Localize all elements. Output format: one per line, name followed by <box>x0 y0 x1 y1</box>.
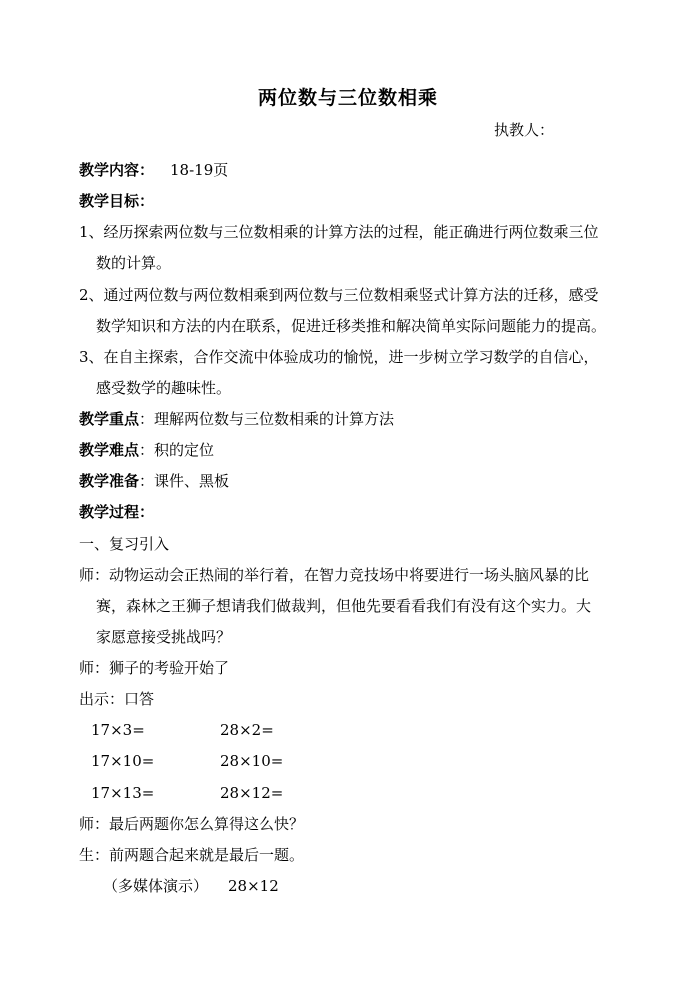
goals-label: 教学目标： <box>79 192 155 210</box>
goal-2-line1: 2、通过两位数与两位数相乘到两位数与三位数相乘竖式计算方法的迁移，感受 <box>79 286 599 304</box>
page-title: 两位数与三位数相乘 <box>257 87 438 109</box>
media-demo-label: （多媒体演示） <box>103 877 209 895</box>
key-point-line <box>79 409 394 429</box>
exercise-3-right: 28×12= <box>220 784 284 802</box>
goal-2-line2: 数学知识和方法的内在联系，促进迁移类推和解决简单实际问题能力的提高。 <box>96 317 607 335</box>
preparation-value: ：课件、黑板 <box>139 472 230 490</box>
teacher-line-3: 师：最后两题你怎么算得这么快？ <box>79 815 305 833</box>
exercise-2-right: 28×10= <box>220 752 284 770</box>
exercise-1-left: 17×3= <box>91 721 145 739</box>
goal-3-line2: 感受数学的趣味性。 <box>96 379 232 397</box>
difficulty-label: 教学难点 <box>79 441 140 459</box>
key-point-value: ：理解两位数与三位数相乘的计算方法 <box>139 410 395 428</box>
difficulty-value: ：积的定位 <box>139 441 215 459</box>
difficulty-line <box>79 440 214 460</box>
teacher-line-1b: 赛，森林之王狮子想请我们做裁判，但他先要看看我们有没有这个实力。大 <box>96 597 592 615</box>
exercise-2-left: 17×10= <box>91 752 155 770</box>
preparation-line <box>79 471 229 491</box>
key-point-label: 教学重点 <box>79 410 140 428</box>
teacher-label: 执教人： <box>494 121 555 139</box>
goal-3-line1: 3、在自主探索，合作交流中体验成功的愉悦，进一步树立学习数学的自信心， <box>79 348 599 366</box>
exercise-1-right: 28×2= <box>220 721 274 739</box>
teacher-line-1a: 师：动物运动会正热闹的举行着，在智力竞技场中将要进行一场头脑风暴的比 <box>79 566 590 584</box>
content-line <box>79 160 228 180</box>
teacher-line-2: 师：狮子的考验开始了 <box>79 659 230 677</box>
teacher-line-1c: 家愿意接受挑战吗？ <box>96 628 232 646</box>
preparation-label: 教学准备 <box>79 472 140 490</box>
show-oral-answer: 出示：口答 <box>79 690 155 708</box>
exercise-3-left: 17×13= <box>91 784 155 802</box>
process-label: 教学过程： <box>79 503 155 521</box>
goal-1-line2: 数的计算。 <box>96 254 172 272</box>
section-review-intro: 一、复习引入 <box>79 535 170 553</box>
media-demo-expr: 28×12 <box>228 877 279 895</box>
student-line-1: 生：前两题合起来就是最后一题。 <box>79 846 305 864</box>
content-value: 18-19页 <box>170 161 229 179</box>
goal-1-line1: 1、经历探索两位数与三位数相乘的计算方法的过程，能正确进行两位数乘三位 <box>79 223 599 241</box>
content-label: 教学内容： <box>79 161 155 179</box>
